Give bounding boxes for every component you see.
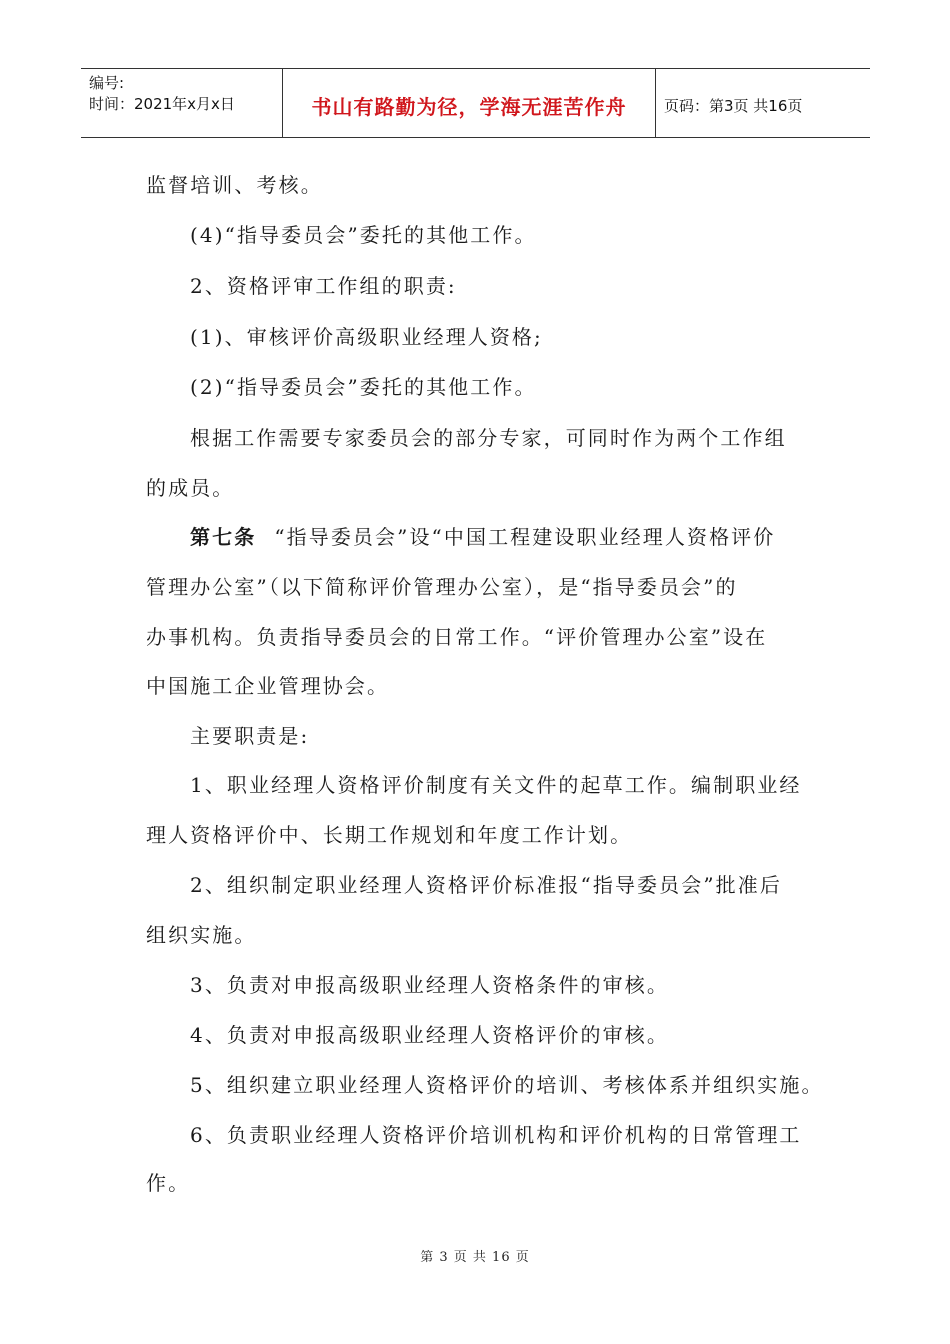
doc-number-label: 编号: (89, 74, 125, 92)
paragraph-line: 3、负责对申报高级职业经理人资格条件的审核。 (190, 973, 669, 997)
article-line (190, 524, 775, 550)
paragraph-line: 主要职责是: (190, 724, 310, 748)
paragraph-line: 组织实施。 (146, 923, 257, 947)
paragraph-line: 6、负责职业经理人资格评价培训机构和评价机构的日常管理工 (190, 1123, 802, 1147)
paragraph-line: 管理办公室”（以下简称评价管理办公室），是“指导委员会”的 (146, 575, 738, 599)
paragraph-line: 2、资格评审工作组的职责: (190, 274, 457, 298)
paragraph-line: (1)、审核评价高级职业经理人资格; (190, 325, 543, 349)
motto-text: 书山有路勤为径，学海无涯苦作舟 (311, 95, 627, 119)
page-footer: 第 3 页 共 16 页 (420, 1250, 530, 1265)
header-right-cell (656, 69, 870, 137)
paragraph-line: 办事机构。负责指导委员会的日常工作。“评价管理办公室”设在 (146, 625, 768, 649)
date-label: 时间：2021年x月x日 (89, 95, 235, 113)
paragraph-line: 作。 (146, 1171, 191, 1195)
header-center-cell (283, 69, 656, 137)
paragraph-line: 中国施工企业管理协会。 (146, 674, 390, 698)
paragraph-line: 1、职业经理人资格评价制度有关文件的起草工作。编制职业经 (190, 773, 802, 797)
paragraph-line: 4、负责对申报高级职业经理人资格评价的审核。 (190, 1023, 669, 1047)
paragraph-line: 2、组织制定职业经理人资格评价标准报“指导委员会”批准后 (190, 873, 782, 897)
header-left-cell (81, 69, 283, 137)
paragraph-line: (2)“指导委员会”委托的其他工作。 (190, 375, 537, 399)
paragraph-line: 根据工作需要专家委员会的部分专家，可同时作为两个工作组 (190, 426, 787, 450)
paragraph-line: (4)“指导委员会”委托的其他工作。 (190, 223, 537, 247)
article-label: 第七条 (190, 525, 257, 549)
page-info: 页码：第3页 共16页 (664, 97, 803, 115)
paragraph-line: 理人资格评价中、长期工作规划和年度工作计划。 (146, 823, 633, 847)
paragraph-line: 的成员。 (146, 476, 235, 500)
paragraph-line: 5、组织建立职业经理人资格评价的培训、考核体系并组织实施。 (190, 1073, 824, 1097)
header-table (81, 68, 870, 138)
paragraph-line: 监督培训、考核。 (146, 173, 323, 197)
article-text: “指导委员会”设“中国工程建设职业经理人资格评价 (274, 525, 776, 549)
